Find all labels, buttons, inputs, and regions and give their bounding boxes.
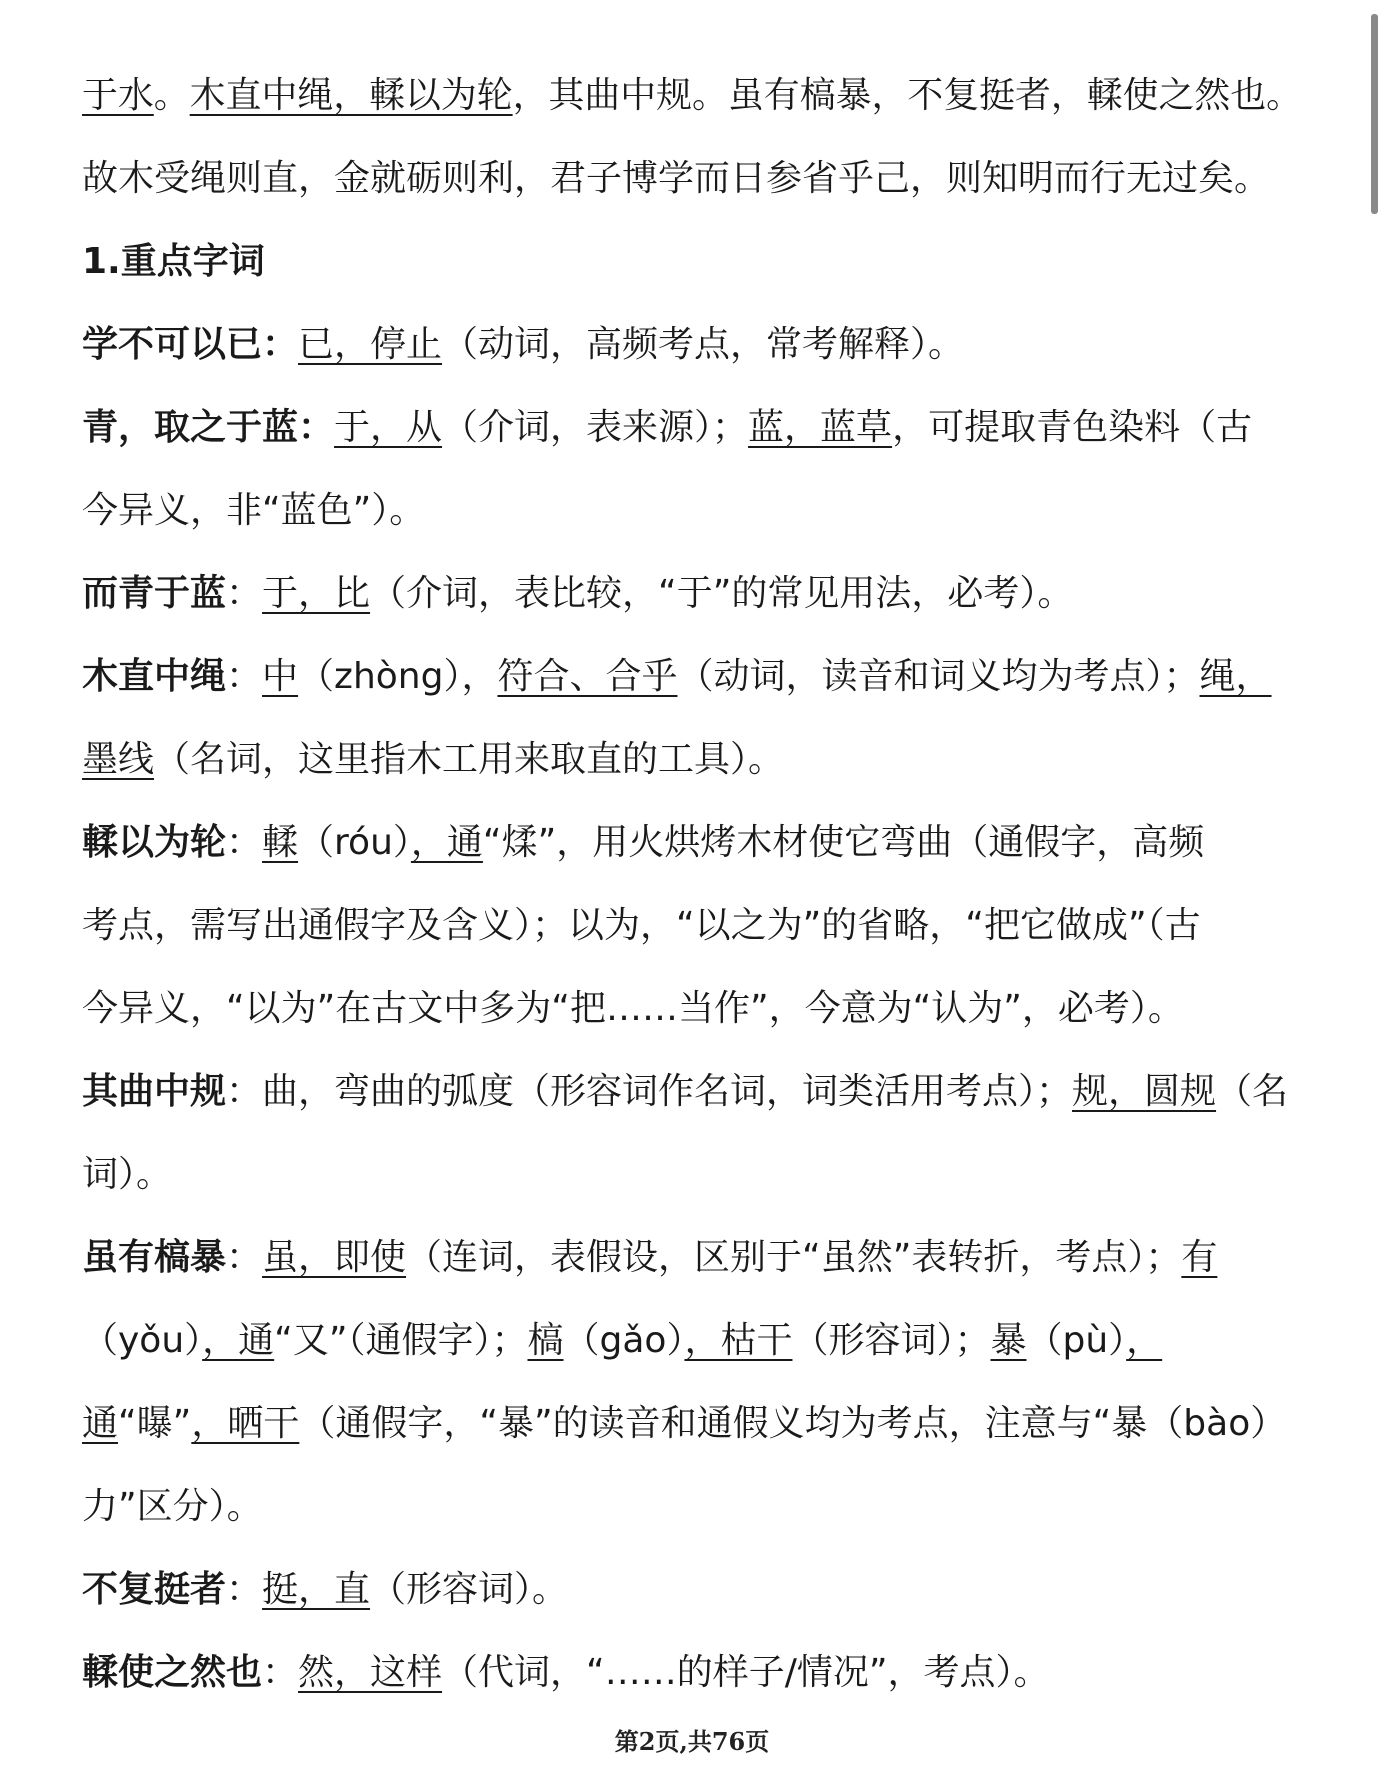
text-line [82, 1548, 1302, 1631]
underlined-text: ，通 [202, 1320, 275, 1361]
term-heading: 1.重点字词 [82, 241, 265, 282]
text-segment: （zhòng）， [298, 656, 498, 697]
text-line [82, 801, 1302, 884]
text-segment: 考点，需写出通假字及含义）；以为，“以之为”的省略，“把它做成”（古 [82, 905, 1201, 946]
text-segment: 力”区分）。 [82, 1486, 263, 1527]
term-heading: 学不可以已： [82, 324, 299, 365]
text-segment: （形容词）； [792, 1320, 991, 1361]
text-segment: （名词，这里指木工用来取直的工具）。 [154, 739, 785, 780]
underlined-text: 木直中绳，輮以为轮 [189, 75, 513, 116]
underlined-text: 槁 [527, 1320, 564, 1361]
text-segment: 今异义，非“蓝色”）。 [82, 490, 426, 531]
text-segment: ：曲，弯曲的弧度（形容词作名词，词类活用考点）； [226, 1071, 1073, 1112]
term-heading: 青，取之于蓝： [82, 407, 335, 448]
text-segment: （动词，读音和词义均为考点）； [677, 656, 1200, 697]
underlined-text: 于，比 [262, 573, 371, 614]
term-heading: 木直中绳 [82, 656, 227, 697]
text-segment: 词）。 [82, 1154, 173, 1195]
underlined-text: 通 [82, 1403, 119, 1444]
text-line [82, 1382, 1302, 1465]
text-line [82, 54, 1303, 137]
text-segment: （名 [1216, 1071, 1289, 1112]
underlined-text: 符合、合乎 [497, 656, 678, 697]
text-segment: “曝” [118, 1403, 192, 1444]
text-segment: （介词，表比较，“于”的常见用法，必考）。 [370, 573, 1074, 614]
underlined-text: 于水 [82, 75, 154, 116]
text-line [82, 303, 1302, 386]
term-heading: 輮以为轮 [82, 822, 227, 863]
underlined-text: 墨线 [82, 739, 155, 780]
text-segment: 故木受绳则直，金就砺则利，君子博学而日参省乎己，则知明而行无过矣。 [82, 158, 1271, 199]
text-line [82, 137, 1302, 220]
text-line [82, 1465, 1302, 1548]
underlined-text: 于，从 [334, 407, 443, 448]
term-heading: 虽有槁暴 [82, 1237, 227, 1278]
underlined-text: 中 [262, 656, 299, 697]
text-line [82, 1631, 1302, 1714]
text-segment: ： [226, 573, 263, 614]
underlined-text: 挺，直 [262, 1569, 371, 1610]
page-footer [0, 1722, 1384, 1757]
text-segment: 今异义，“以为”在古文中多为“把……当作”，今意为“认为”，必考）。 [82, 988, 1184, 1029]
text-segment: ： [226, 822, 263, 863]
text-segment: （yǒu） [82, 1320, 203, 1361]
text-line [82, 967, 1302, 1050]
underlined-text: ，通 [410, 822, 483, 863]
underlined-text: 然，这样 [298, 1652, 443, 1693]
underlined-text: ，枯干 [684, 1320, 793, 1361]
text-segment: ，可提取青色染料（古 [892, 407, 1253, 448]
text-segment: “又”（通假字）； [274, 1320, 528, 1361]
underlined-text: 輮 [262, 822, 299, 863]
text-line [82, 386, 1302, 469]
text-segment: ： [262, 1652, 299, 1693]
underlined-text: ， [1126, 1320, 1163, 1361]
text-segment: “煣”，用火烘烤木材使它弯曲（通假字，高频 [482, 822, 1205, 863]
text-line [82, 718, 1302, 801]
term-heading: 輮使之然也 [82, 1652, 263, 1693]
text-line [82, 469, 1302, 552]
underlined-text: 绳， [1199, 656, 1272, 697]
text-segment: ： [226, 1569, 263, 1610]
term-heading: 不复挺者 [82, 1569, 227, 1610]
text-line [82, 552, 1302, 635]
text-segment: （动词，高频考点，常考解释）。 [442, 324, 965, 365]
text-segment: （代词，“……的样子/情况”，考点）。 [442, 1652, 1050, 1693]
text-segment: （róu） [298, 822, 411, 863]
term-heading: 而青于蓝 [82, 573, 227, 614]
underlined-text: 已，停止 [298, 324, 443, 365]
underlined-text: ，晒干 [191, 1403, 300, 1444]
text-segment: （介词，表来源）； [442, 407, 749, 448]
text-segment: ： [226, 1237, 263, 1278]
term-heading: 其曲中规 [82, 1071, 227, 1112]
text-line [82, 884, 1302, 967]
underlined-text: 蓝，蓝草 [748, 407, 893, 448]
text-segment: ，其曲中规。虽有槁暴，不复挺者，輮使之然也。 [512, 75, 1303, 116]
scrollbar[interactable] [1371, 14, 1378, 214]
text-line [82, 1050, 1302, 1133]
underlined-text: 虽，即使 [262, 1237, 407, 1278]
text-line [82, 635, 1302, 718]
underlined-text: 有 [1181, 1237, 1218, 1278]
underlined-text: 规，圆规 [1072, 1071, 1217, 1112]
text-line [82, 1216, 1302, 1299]
text-segment: （gǎo） [563, 1320, 685, 1361]
text-line [82, 1299, 1302, 1382]
text-line [82, 1133, 1302, 1216]
text-segment: ： [226, 656, 263, 697]
text-line [82, 220, 1302, 303]
text-segment: （形容词）。 [370, 1569, 569, 1610]
document-body [82, 54, 1302, 1714]
text-segment: （通假字，“暴”的读音和通假义均为考点，注意与“暴（bào） [299, 1403, 1287, 1444]
underlined-text: 暴 [990, 1320, 1027, 1361]
text-segment: （连词，表假设，区别于“虽然”表转折，考点）； [406, 1237, 1182, 1278]
text-segment: 。 [153, 75, 190, 116]
text-segment: （pù） [1026, 1320, 1127, 1361]
page-number: 第2页,共76页 [614, 1727, 770, 1756]
